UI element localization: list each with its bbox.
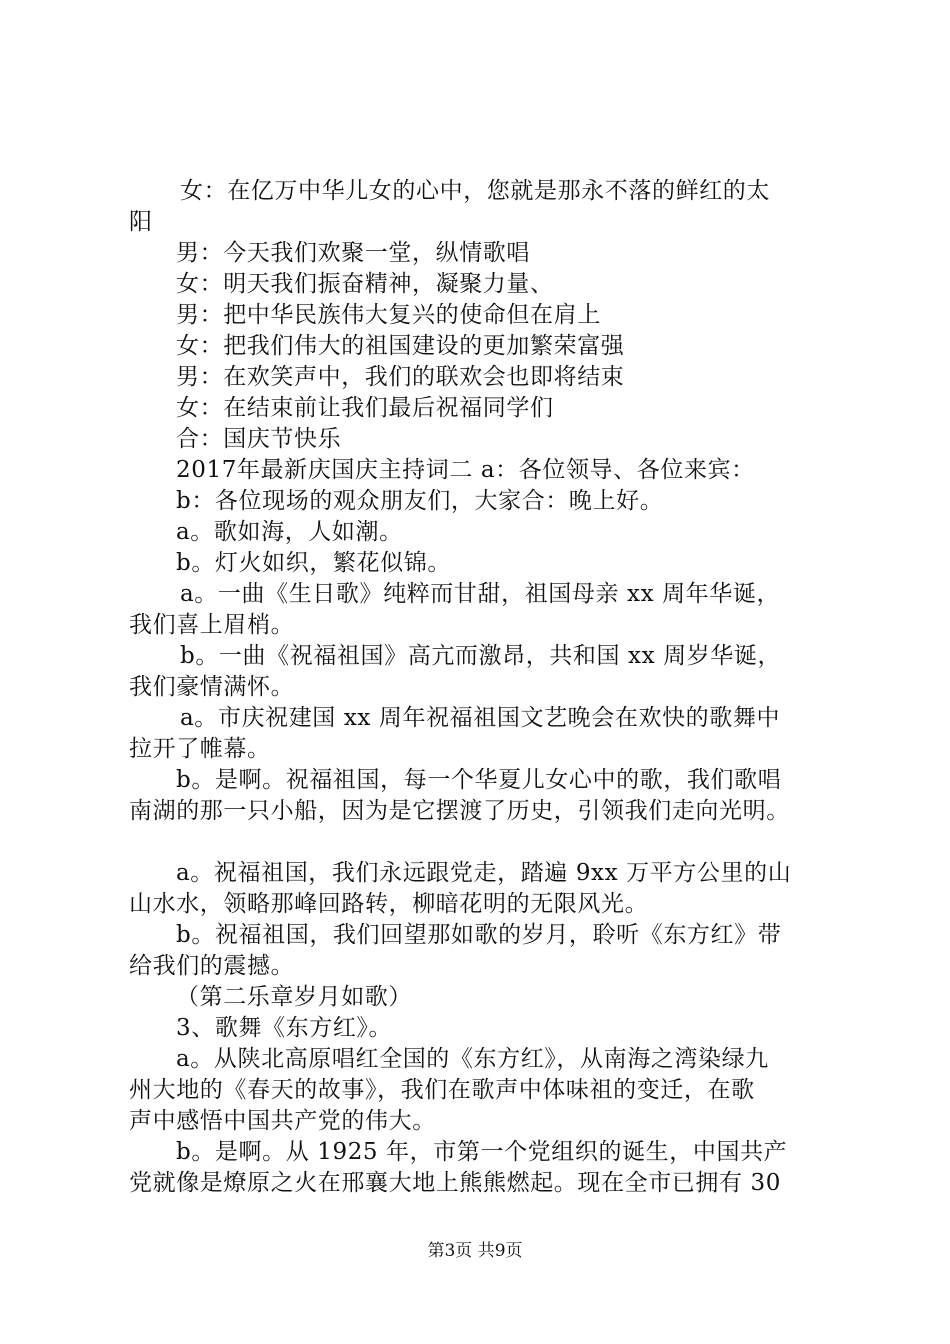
text-line: 南湖的那一只小船，因为是它摆渡了历史，引领我们走向光明。 xyxy=(129,798,790,824)
text-line: a。市庆祝建国 xx 周年祝福祖国文艺晚会在欢快的歌舞中 xyxy=(180,705,781,731)
text-line: 声中感悟中国共产党的伟大。 xyxy=(129,1108,436,1134)
text-line: 女：在亿万中华儿女的心中，您就是那永不落的鲜红的太 xyxy=(180,178,770,204)
text-line: 拉开了帷幕。 xyxy=(129,736,271,762)
text-line: a。从陕北高原唱红全国的《东方红》，从南海之湾染绿九 xyxy=(176,1046,769,1072)
text-line: 阳 xyxy=(129,209,153,235)
text-line: 男：把中华民族伟大复兴的使命但在肩上 xyxy=(176,302,601,328)
text-line: 女：在结束前让我们最后祝福同学们 xyxy=(176,395,554,421)
text-line: b。灯火如织，繁花似锦。 xyxy=(176,550,451,576)
text-line: 我们豪情满怀。 xyxy=(129,674,295,700)
text-line: 州大地的《春天的故事》，我们在歌声中体味祖的变迁，在歌 xyxy=(129,1077,755,1103)
text-line: 我们喜上眉梢。 xyxy=(129,612,295,638)
document-body xyxy=(129,176,829,1199)
text-line: b：各位现场的观众朋友们，大家合：晚上好。 xyxy=(176,488,664,514)
blank-line xyxy=(129,827,829,858)
text-line: 女：明天我们振奋精神，凝聚力量、 xyxy=(176,271,554,297)
text-line: b。一曲《祝福祖国》高亢而激昂，共和国 xx 周岁华诞， xyxy=(180,643,782,669)
text-line: 2017年最新庆国庆主持词二 a：各位领导、各位来宾： xyxy=(176,457,755,483)
text-line: 给我们的震撼。 xyxy=(129,953,295,979)
text-line: b。祝福祖国，我们回望那如歌的岁月，聆听《东方红》带 xyxy=(176,922,782,948)
text-line: a。祝福祖国，我们永远跟党走，踏遍 9xx 万平方公里的山 xyxy=(176,860,792,886)
text-line: 男：在欢笑声中，我们的联欢会也即将结束 xyxy=(176,364,625,390)
text-line: b。是啊。祝福祖国，每一个华夏儿女心中的歌，我们歌唱 xyxy=(176,767,782,793)
text-line: a。一曲《生日歌》纯粹而甘甜，祖国母亲 xx 周年华诞， xyxy=(180,581,781,607)
text-line: 党就像是燎原之火在邢襄大地上熊熊燃起。现在全市已拥有 30 xyxy=(129,1170,781,1196)
page-footer xyxy=(0,1240,950,1262)
text-line: 女：把我们伟大的祖国建设的更加繁荣富强 xyxy=(176,333,625,359)
text-line: b。是啊。从 1925 年，市第一个党组织的诞生，中国共产 xyxy=(176,1139,788,1165)
text-line: 山水水，领略那峰回路转，柳暗花明的无限风光。 xyxy=(129,891,649,917)
page-number-label: 第3页 共9页 xyxy=(427,1241,523,1261)
text-line: 男：今天我们欢聚一堂，纵情歌唱 xyxy=(176,240,530,266)
text-line: （第二乐章岁月如歌） xyxy=(176,984,412,1010)
text-line: a。歌如海，人如潮。 xyxy=(176,519,403,545)
text-line: 合：国庆节快乐 xyxy=(176,426,342,452)
text-line: 3、歌舞《东方红》。 xyxy=(176,1015,393,1041)
